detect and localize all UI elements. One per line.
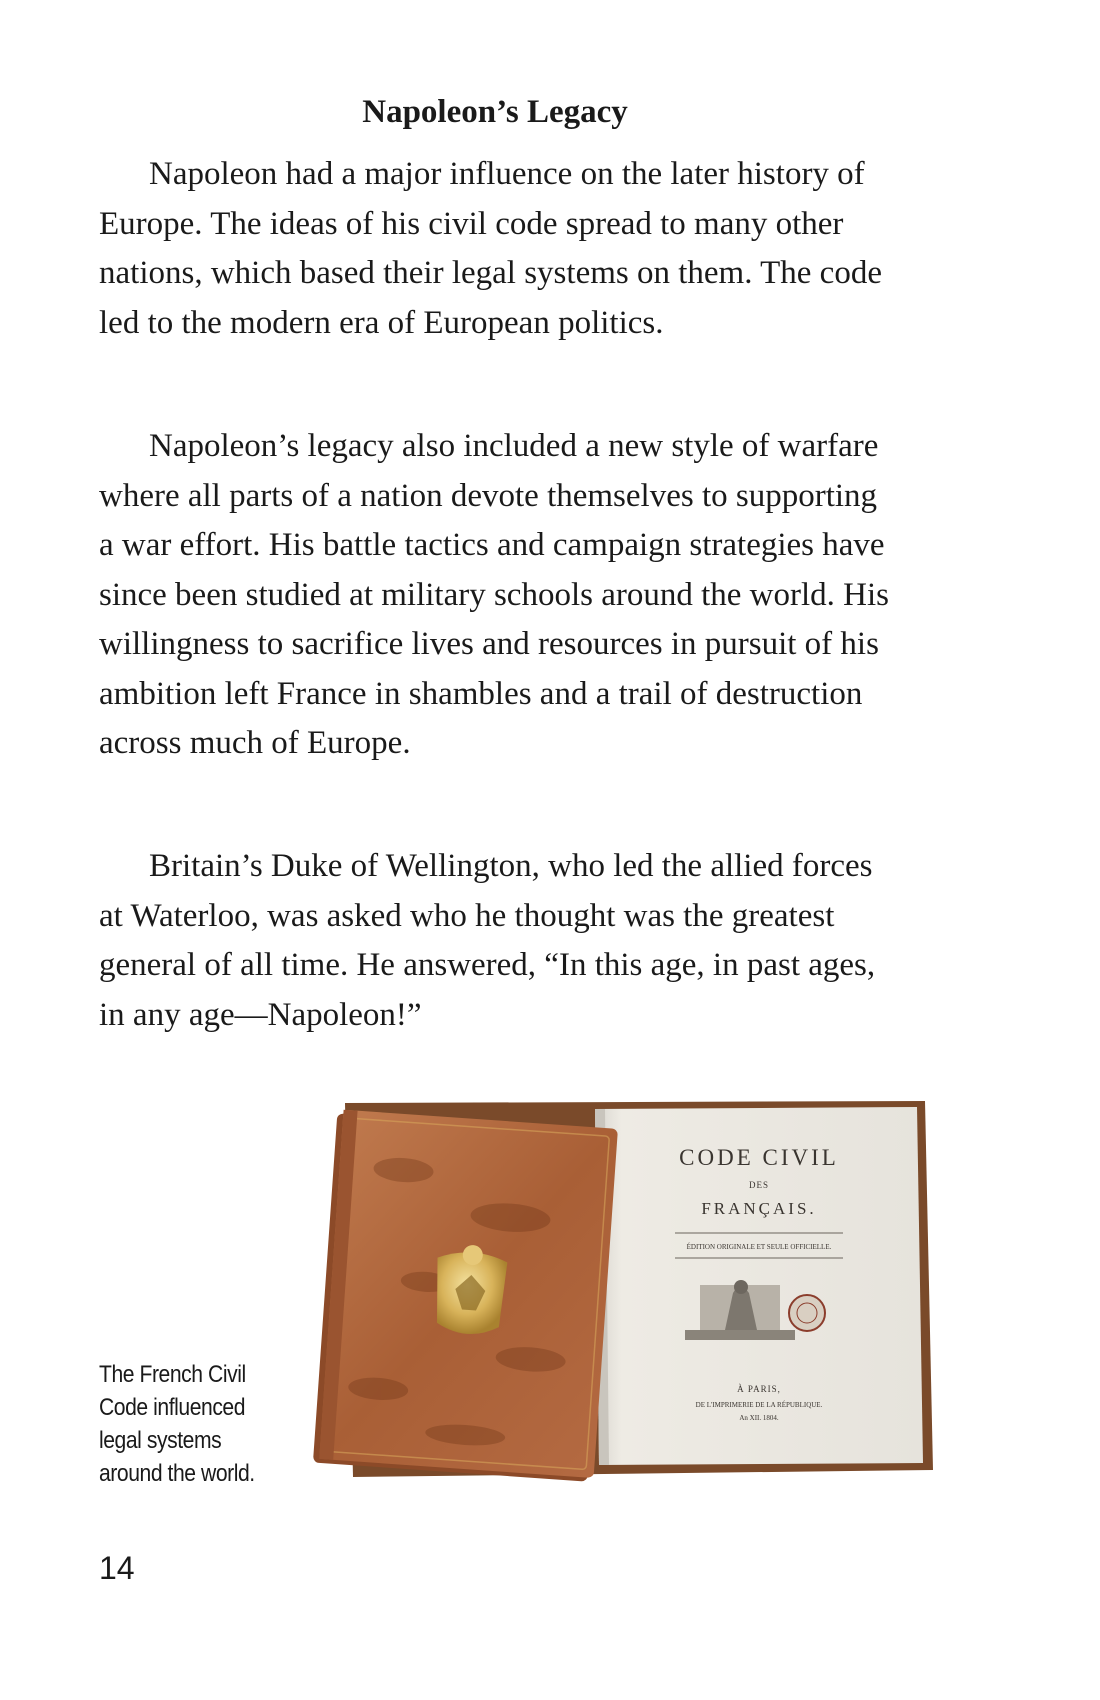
paragraph-1: Napoleon had a major influence on the later history of Europe. The ideas of his civil code spread to many other nations, which based their legal systems on them. The code led to the modern era of European politics. bbox=[99, 156, 882, 341]
date-line: An XII. 1804. bbox=[739, 1414, 779, 1422]
edition-line: ÉDITION ORIGINALE ET SEULE OFFICIELLE. bbox=[686, 1243, 832, 1251]
leather-book-cover bbox=[313, 1109, 618, 1482]
photo-caption: The French Civil Code influenced legal systems around the world. bbox=[99, 1361, 255, 1487]
civil-code-book-photo bbox=[305, 1095, 940, 1490]
paragraph-2: Napoleon’s legacy also included a new style of warfare where all parts of a nation devote themselves to supporting a war effort. His battle tactics and campaign strategies have since been studied at military schools around the world. His willingness to sacrifice lives and resources in pursuit of his ambition left France in shambles and a trail of destruction across much of Europe. bbox=[99, 428, 890, 761]
place-line: À PARIS, bbox=[737, 1384, 781, 1394]
title-line-1: CODE CIVIL bbox=[679, 1145, 839, 1170]
publisher-line: DE L'IMPRIMERIE DE LA RÉPUBLIQUE. bbox=[695, 1401, 823, 1409]
paragraph-3: Britain’s Duke of Wellington, who led the allied forces at Waterloo, was asked who he thought was the greatest general of all time. He answered, “In this age, in past ages, in any age—Napoleon!” bbox=[99, 848, 876, 1033]
page-number: 14 bbox=[99, 1550, 135, 1586]
page-title: Napoleon’s Legacy bbox=[362, 94, 628, 130]
title-line-2: DES bbox=[748, 1180, 770, 1190]
title-line-3: FRANÇAIS. bbox=[701, 1199, 817, 1218]
library-stamp bbox=[789, 1295, 825, 1331]
